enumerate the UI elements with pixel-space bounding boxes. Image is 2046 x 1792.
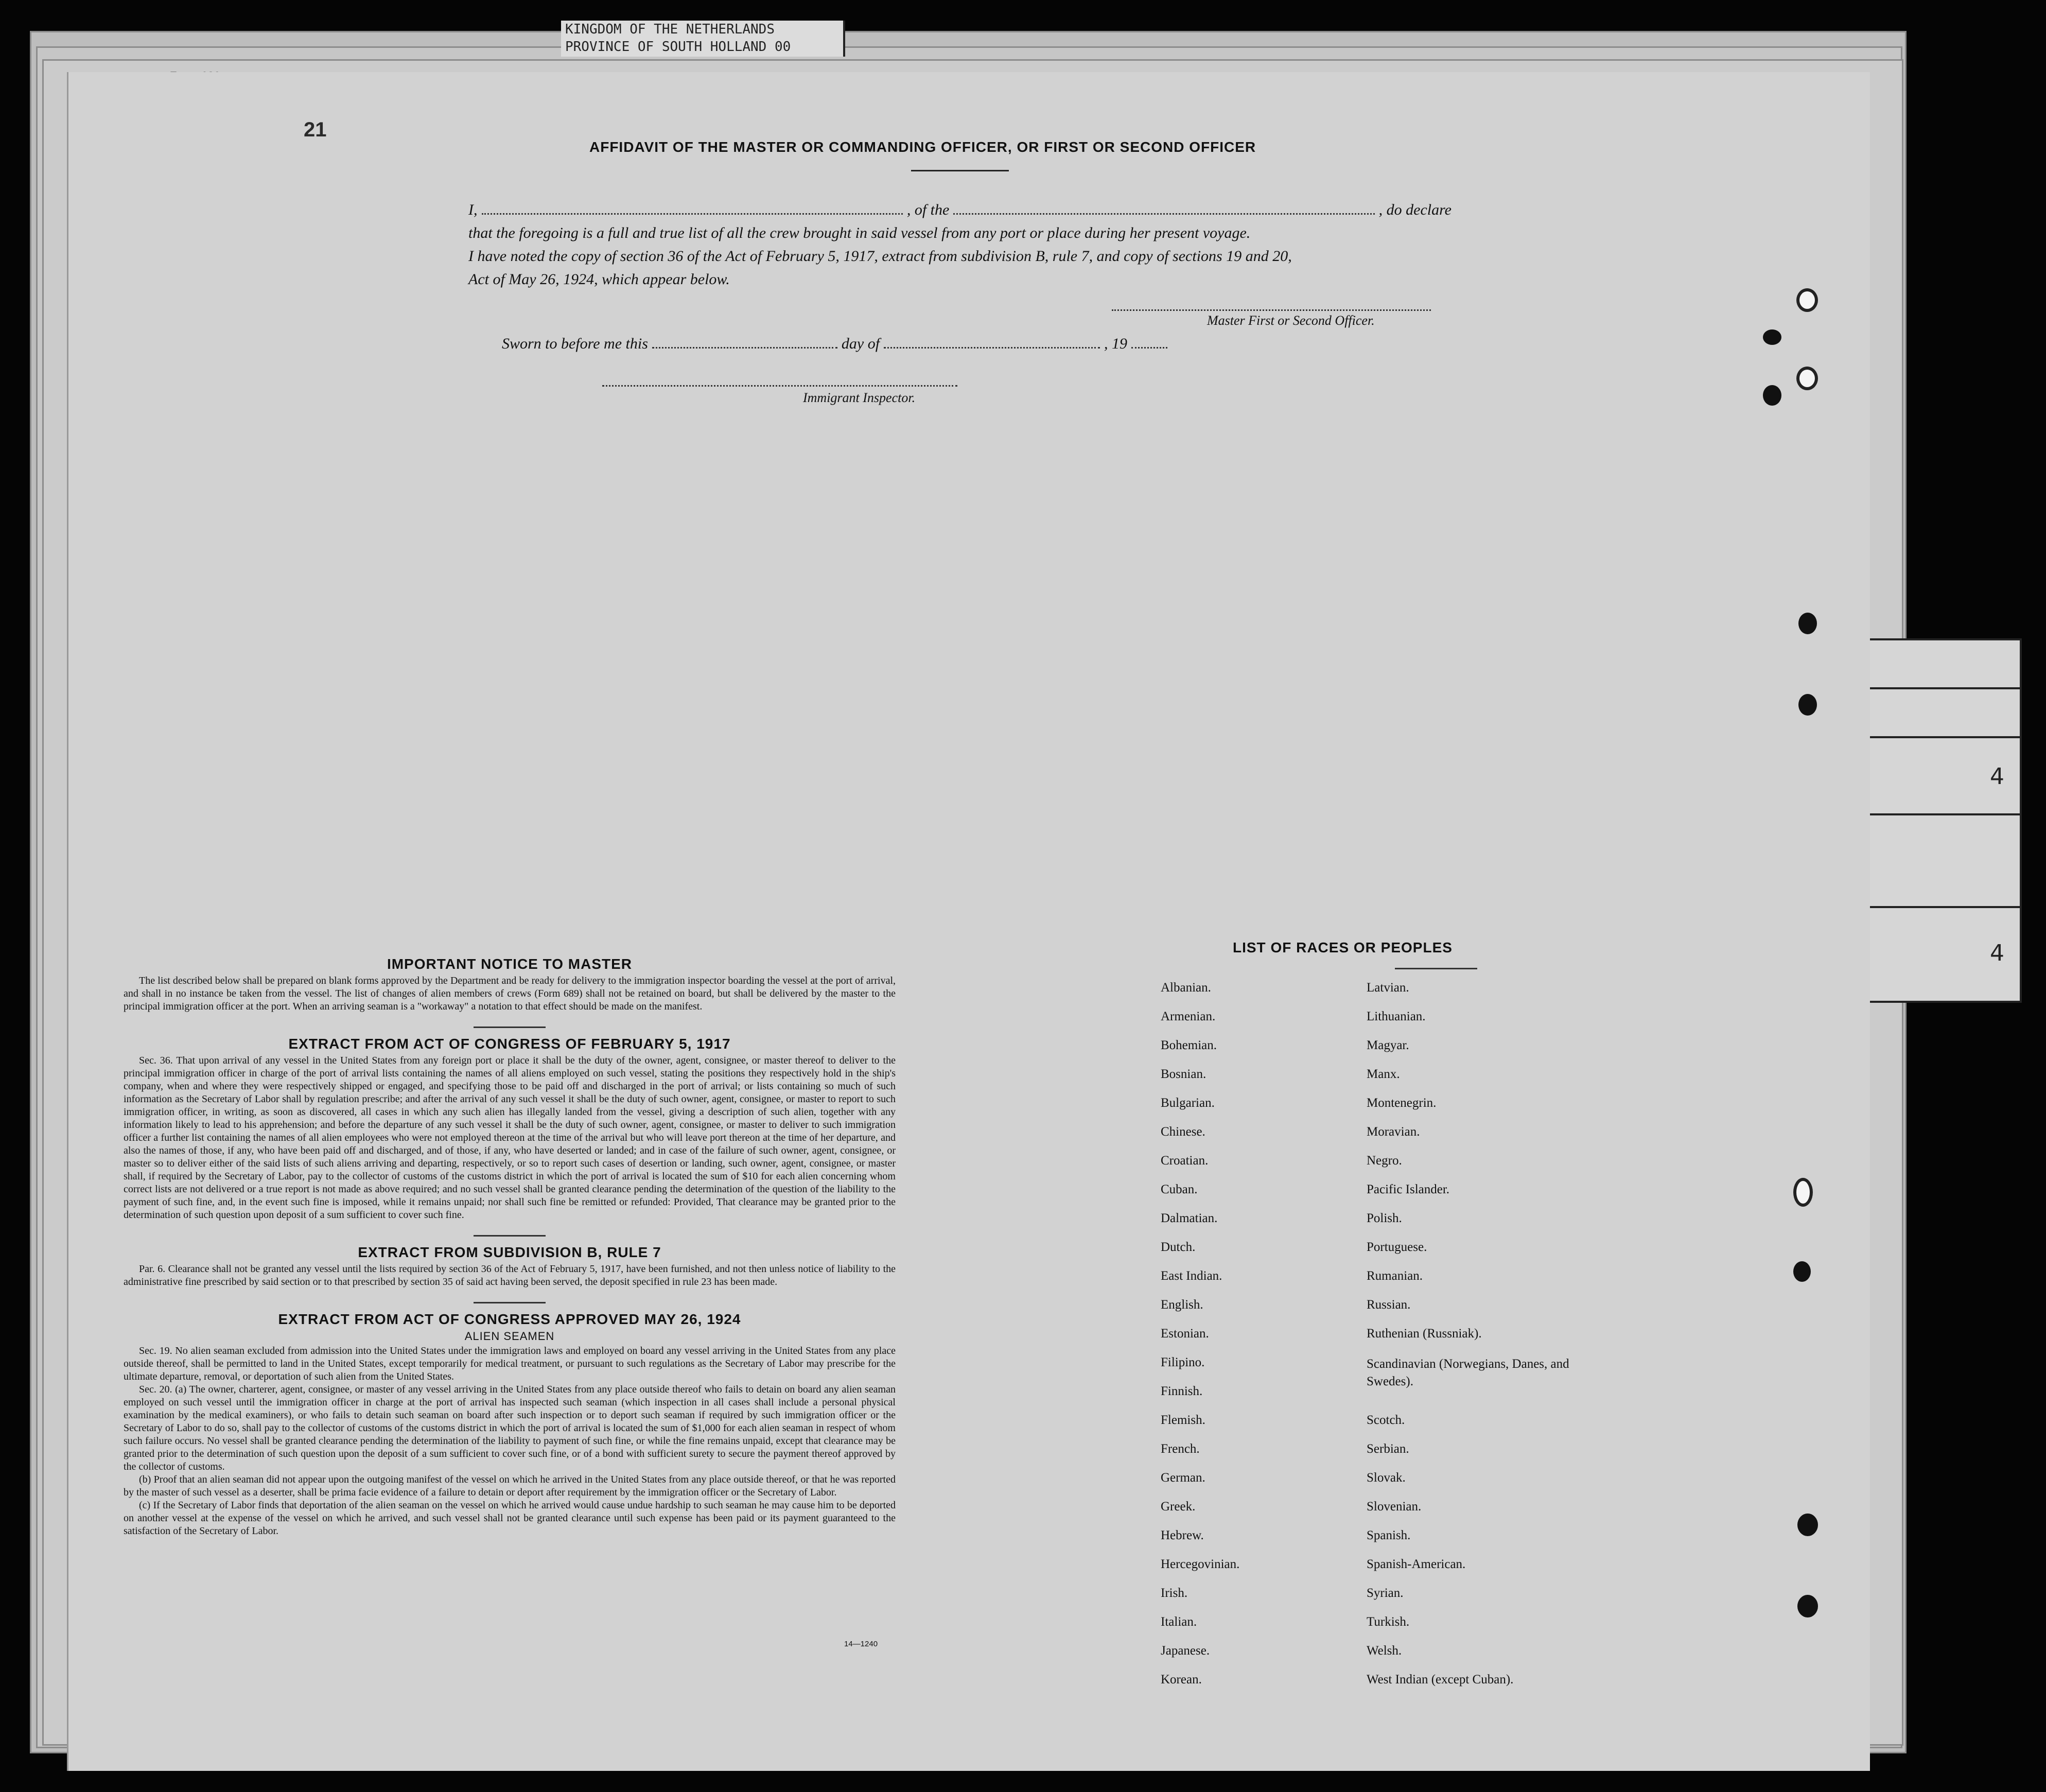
extract-1924-sec20c: (c) If the Secretary of Labor finds that deportation of the alien seaman on the vessel on which he arrived would cause undue hardship to such seaman he may cause him to be deported on another vessel at the expense of the vessel on which he arrived, and such vessel shall not be granted clearance until such expense has been paid or its payment guaranteed to the satisfaction of the Secretary of Labor. xyxy=(124,1500,896,1537)
race-item: Magyar. xyxy=(1367,1038,1409,1052)
races-left-column xyxy=(1161,981,1239,1701)
binder-hole xyxy=(1796,367,1818,390)
declaration-line-2: that the foregoing is a full and true list of all the crew brought in said vessel from any port or place during her present voyage. xyxy=(468,224,1251,241)
master-signature-line[interactable] xyxy=(1112,308,1431,311)
race-item: Cuban. xyxy=(1161,1182,1198,1196)
race-item: Finnish. xyxy=(1161,1384,1203,1398)
race-item: Hercegovinian. xyxy=(1161,1557,1240,1571)
race-item: Irish. xyxy=(1161,1586,1188,1600)
race-item: Dalmatian. xyxy=(1161,1211,1218,1225)
notice-section xyxy=(124,958,896,1013)
race-item: Scandinavian (Norwegians, Danes, and Swedes). xyxy=(1367,1357,1569,1388)
race-item: Korean. xyxy=(1161,1673,1202,1686)
kingdom-stamp xyxy=(561,21,845,57)
race-item: Turkish. xyxy=(1367,1615,1410,1629)
binder-hole xyxy=(1798,613,1817,634)
sworn-line xyxy=(502,335,1171,353)
section-rule xyxy=(474,1302,546,1303)
races-right-column xyxy=(1367,981,1572,1701)
binder-hole xyxy=(1793,1178,1813,1207)
strip-cell: 4 xyxy=(1850,738,2020,815)
race-item: Ruthenian (Russniak). xyxy=(1367,1327,1482,1341)
race-item: Flemish. xyxy=(1161,1413,1205,1427)
extract-1917-title: EXTRACT FROM ACT OF CONGRESS OF FEBRUARY 5, 1917 xyxy=(288,1036,731,1052)
race-item: West Indian (except Cuban). xyxy=(1367,1673,1514,1686)
binder-hole xyxy=(1793,1261,1811,1282)
binder-hole xyxy=(1763,329,1781,345)
binder-hole xyxy=(1763,385,1781,406)
race-item: Estonian. xyxy=(1161,1327,1209,1341)
race-item: East Indian. xyxy=(1161,1269,1222,1283)
races-title: LIST OF RACES OR PEOPLES xyxy=(1233,940,1453,955)
notice-title: IMPORTANT NOTICE TO MASTER xyxy=(387,956,633,972)
race-item: Moravian. xyxy=(1367,1125,1420,1139)
race-item: Chinese. xyxy=(1161,1125,1205,1139)
extract-1924-subtitle: ALIEN SEAMEN xyxy=(464,1330,555,1343)
race-item: Armenian. xyxy=(1161,1010,1216,1023)
race-item: Welsh. xyxy=(1367,1644,1402,1658)
strip-cell xyxy=(1850,640,2020,689)
notice-body: The list described below shall be prepared on blank forms approved by the Department and be ready for delivery to the immigration inspector boarding the vessel at the port of arrival, and shall in no instance be taken from the vessel. The list of changes of alien members of crews (Form 689) shall not be retained on board, but shall be delivered by the master to the principal immigration officer at the port. When an arriving seaman is a "workaway" a notation to that effect should be made on the manifest. xyxy=(124,975,896,1012)
legal-notices xyxy=(124,958,896,1551)
race-item: Hebrew. xyxy=(1161,1528,1204,1542)
title-rule xyxy=(911,170,1009,171)
binder-hole xyxy=(1797,1513,1818,1536)
extract-1924-sec20a: Sec. 20. (a) The owner, charterer, agent, consignee, or master of any vessel arriving in the United States from any place outside thereof who fails to detain on board any alien seaman employed on such vessel until the immigration officer in charge at the port of arrival has inspected such seaman (which inspection in all cases shall include a personal physical examination by the medical examiners), or who fails to detain such seaman on board after such inspection or to deport such seaman if required by such immigration officer or the Secretary of Labor to do so, shall pay to the collector of customs of the customs district in which the port of arrival is located the sum of $1,000 for each alien seaman in respect of whom such failure occurs. No vessel shall be granted clearance pending the determination of the liability to payment of such fine, or while the fine remains unpaid, except that clearance may be granted prior to the determination of such question upon the deposit of a sum sufficient to cover such fine, or of a bond with sufficient surety to secure the payment thereof approved by the collector of customs. xyxy=(124,1384,896,1472)
race-item: Slovak. xyxy=(1367,1471,1406,1485)
strip-cell: 4 xyxy=(1990,940,2004,966)
race-item: Italian. xyxy=(1161,1615,1197,1629)
race-item: Albanian. xyxy=(1161,981,1211,995)
race-item: French. xyxy=(1161,1442,1200,1456)
race-item: Bohemian. xyxy=(1161,1038,1217,1052)
master-caption: Master First or Second Officer. xyxy=(1207,313,1375,328)
extract-1924-sec19: Sec. 19. No alien seaman excluded from admission into the United States under the immigration laws and employed on board any vessel arriving in the United States from any place outside thereof, shall be permitted to land in the United States, except temporarily for medical treatment, or pursuant to such regulations as the Secretary of Labor may prescribe for the ultimate departure, removal, or deportation of such alien from the United States. xyxy=(124,1345,896,1382)
section-rule xyxy=(474,1235,546,1237)
race-item: Portuguese. xyxy=(1367,1240,1427,1254)
binder-hole xyxy=(1797,1595,1818,1617)
strip-cell xyxy=(1850,689,2020,738)
race-item: English. xyxy=(1161,1298,1203,1312)
affidavit-title: AFFIDAVIT OF THE MASTER OR COMMANDING OFFICER, OR FIRST OR SECOND OFFICER xyxy=(589,139,1256,155)
declaration-line-4: Act of May 26, 1924, which appear below. xyxy=(468,271,730,288)
sworn-text: Sworn to before me this xyxy=(502,335,648,352)
extract-1924-title: EXTRACT FROM ACT OF CONGRESS APPROVED MAY 26, 1924 xyxy=(278,1311,741,1327)
race-item: Bosnian. xyxy=(1161,1067,1206,1081)
race-item: Montenegrin. xyxy=(1367,1096,1437,1110)
right-margin-strip xyxy=(1848,638,2022,1003)
sworn-year: , 19 xyxy=(1104,335,1128,352)
race-item: Spanish. xyxy=(1367,1528,1411,1542)
race-item: Rumanian. xyxy=(1367,1269,1423,1283)
race-item: Pacific Islander. xyxy=(1367,1182,1450,1196)
race-item: Negro. xyxy=(1367,1154,1402,1168)
race-item: Greek. xyxy=(1161,1500,1196,1513)
binder-hole xyxy=(1798,694,1817,716)
race-item: Filipino. xyxy=(1161,1355,1205,1369)
stamp-line-2: PROVINCE OF SOUTH HOLLAND 00 xyxy=(565,39,791,55)
race-item: Dutch. xyxy=(1161,1240,1196,1254)
sworn-day-of: day of xyxy=(841,335,880,352)
declaration-line xyxy=(468,198,1452,221)
extract-1924-sec20b: (b) Proof that an alien seaman did not appear upon the outgoing manifest of the vessel on which he arrived in the United States from any place outside thereof, or that he was reported by the master of such vessel as a deserter, shall be prima facie evidence of a failure to detain or deport after requirement by the immigration officer or the Secretary of Labor. xyxy=(124,1474,896,1498)
race-item: Slovenian. xyxy=(1367,1500,1422,1513)
stamp-line-1: KINGDOM OF THE NETHERLANDS xyxy=(565,22,775,37)
strip-cell xyxy=(1850,815,2020,908)
race-item: Manx. xyxy=(1367,1067,1400,1081)
race-item: Lithuanian. xyxy=(1367,1010,1426,1023)
race-item: Bulgarian. xyxy=(1161,1096,1215,1110)
extract-1917-section xyxy=(124,1037,896,1222)
sworn-month-blank[interactable] xyxy=(884,335,1100,349)
rule7-title: EXTRACT FROM SUBDIVISION B, RULE 7 xyxy=(358,1244,661,1260)
race-item: Spanish-American. xyxy=(1367,1557,1466,1571)
race-item: Syrian. xyxy=(1367,1586,1404,1600)
race-item: Japanese. xyxy=(1161,1644,1210,1658)
races-rule xyxy=(1395,968,1477,969)
rule7-section xyxy=(124,1246,896,1289)
left-margin-mark: 21 xyxy=(304,118,327,141)
race-item: Croatian. xyxy=(1161,1154,1209,1168)
declaration-of-the: , of the xyxy=(906,201,950,218)
race-item: Latvian. xyxy=(1367,981,1409,995)
name-blank[interactable] xyxy=(482,200,903,215)
affidavit-body xyxy=(468,198,1452,291)
race-item: Scotch. xyxy=(1367,1413,1405,1427)
race-item: Polish. xyxy=(1367,1211,1402,1225)
inspector-caption: Immigrant Inspector. xyxy=(803,390,916,405)
form-code: 14—1240 xyxy=(844,1640,878,1648)
binder-hole xyxy=(1796,288,1818,312)
extract-1924-section xyxy=(124,1313,896,1538)
sworn-year-blank[interactable] xyxy=(1131,335,1167,349)
declaration-line-3: I have noted the copy of section 36 of the Act of February 5, 1917, extract from subdivision B, rule 7, and copy of sections 19 and 20, xyxy=(468,248,1292,265)
declaration-do-declare: , do declare xyxy=(1378,201,1452,218)
race-item: Serbian. xyxy=(1367,1442,1409,1456)
section-rule xyxy=(474,1027,546,1028)
declaration-i: I, xyxy=(468,201,478,218)
sworn-day-blank[interactable] xyxy=(652,335,837,349)
rule7-body: Par. 6. Clearance shall not be granted any vessel until the lists required by section 36 of the Act of February 5, 1917, have been furnished, and not then unless notice of liability to the administrative fine prescribed by said section or to that prescribed by section 35 of said act having been served, the deposit specified in rule 23 has been made. xyxy=(124,1263,896,1288)
inspector-signature-line[interactable] xyxy=(602,384,957,387)
extract-1917-body: Sec. 36. That upon arrival of any vessel in the United States from any foreign port or place it shall be the duty of the owner, agent, consignee, or master thereof to deliver to the principal immigration officer in charge of the port of arrival lists containing the names of all aliens employed on such vessel, stating the positions they respectively hold in the ship's company, when and where they were respectively shipped or engaged, and specifying those to be paid off and discharged in the port of arrival; or lists containing so much of such information as the Secretary of Labor shall by regulation prescribe; and after the arrival of any such vessel it shall be the duty of such owner, agent, consignee, or master to report to such immigration officer, in writing, as soon as discovered, all cases in which any such alien has illegally landed from the vessel, giving a description of such alien, together with any information likely to lead to his apprehension; and before the departure of any such vessel it shall be the duty of such owner, agent, consignee, or master to deliver to such immigration officer a further list containing the names of all alien employees who were not employed thereon at the time of the arrival but who will leave port thereon at the time of her departure, and also the names of those, if any, who have been paid off and discharged, and of those, if any, who have deserted or landed; and in case of the failure of such owner, agent, consignee, or master so to deliver either of the said lists of such aliens arriving and departing, respectively, or so to report such cases of desertion or landing, such owner, agent, consignee, or master shall, if required by the Secretary of Labor, pay to the collector of customs of the customs district in which the port of arrival is located the sum of $10 for each alien concerning whom correct lists are not delivered or a true report is not made as above required; and no such vessel shall be granted clearance pending the determination of the question of the liability to the payment of such fine, and, in the event such fine is imposed, while it remains unpaid; nor shall such fine be remitted or refunded: Provided, That clearance may be granted prior to the determination of such question upon deposit of a sum sufficient to cover such fine. xyxy=(124,1055,896,1221)
race-item: Russian. xyxy=(1367,1298,1411,1312)
vessel-blank[interactable] xyxy=(953,200,1374,215)
race-item: German. xyxy=(1161,1471,1205,1485)
